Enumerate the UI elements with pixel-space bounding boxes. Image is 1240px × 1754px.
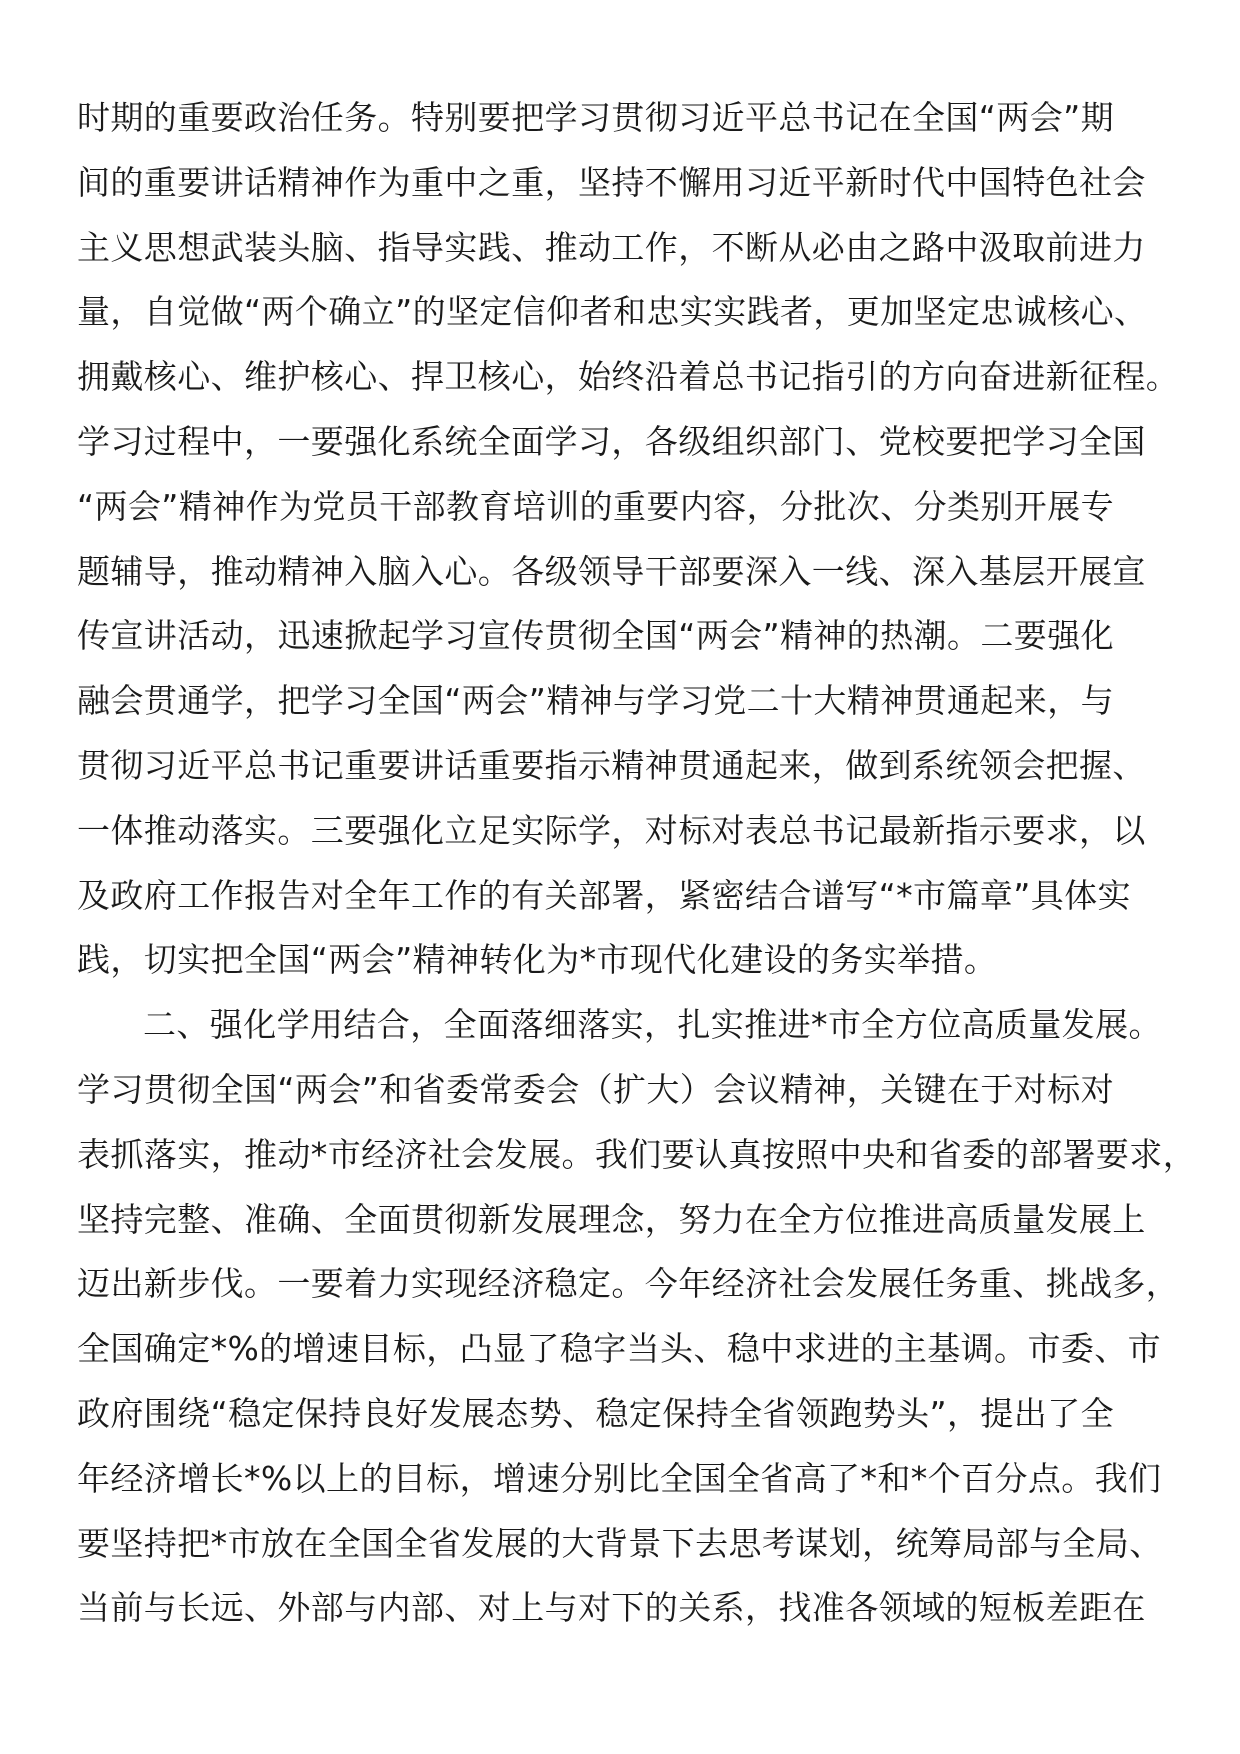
text-line-21: 政府围绕“稳定保持良好发展态势、稳定保持全省领跑势头”，提出了全 <box>77 1393 1114 1433</box>
text-line-18: 坚持完整、准确、全面贯彻新发展理念，努力在全方位推进高质量发展上 <box>77 1199 1146 1239</box>
text-line-16: 学习贯彻全国“两会”和省委常委会（扩大）会议精神，关键在于对标对 <box>77 1069 1114 1109</box>
text-line-10: 融会贯通学，把学习全国“两会”精神与学习党二十大精神贯通起来，与 <box>77 681 1114 721</box>
body-text <box>77 86 1197 1641</box>
text-line-6: 学习过程中，一要强化系统全面学习，各级组织部门、党校要把学习全国 <box>77 421 1146 461</box>
text-line-22: 年经济增长*%以上的目标，增速分别比全国全省高了*和*个百分点。我们 <box>77 1458 1162 1498</box>
section-heading-line: 二、强化学用结合，全面落细落实，扎实推进*市全方位高质量发展。 <box>143 1005 1162 1045</box>
text-line-20: 全国确定*%的增速目标，凸显了稳字当头、稳中求进的主基调。市委、市 <box>77 1329 1162 1369</box>
text-line-9: 传宣讲活动，迅速掀起学习宣传贯彻全国“两会”精神的热潮。二要强化 <box>77 616 1114 656</box>
text-line-14: 践，切实把全国“两会”精神转化为*市现代化建设的务实举措。 <box>77 940 998 980</box>
text-line-24: 当前与长远、外部与内部、对上与对下的关系，找准各领域的短板差距在 <box>77 1588 1146 1628</box>
text-line-7: “两会”精神作为党员干部教育培训的重要内容，分批次、分类别开展专 <box>77 486 1114 526</box>
text-line-1: 时期的重要政治任务。特别要把学习贯彻习近平总书记在全国“两会”期 <box>77 98 1114 137</box>
text-line-4: 量，自觉做“两个确立”的坚定信仰者和忠实实践者，更加坚定忠诚核心、 <box>77 292 1148 332</box>
text-line-12: 一体推动落实。三要强化立足实际学，对标对表总书记最新指示要求，以 <box>77 810 1146 850</box>
text-line-13: 及政府工作报告对全年工作的有关部署，紧密结合谱写“*市篇章”具体实 <box>77 875 1131 915</box>
text-line-3: 主义思想武装头脑、指导实践、推动工作，不断从必由之路中汲取前进力 <box>77 227 1146 267</box>
text-line-8: 题辅导，推动精神入脑入心。各级领导干部要深入一线、深入基层开展宣 <box>77 551 1146 591</box>
text-line-2: 间的重要讲话精神作为重中之重，坚持不懈用习近平新时代中国特色社会 <box>77 162 1146 202</box>
text-line-19: 迈出新步伐。一要着力实现经济稳定。今年经济社会发展任务重、挑战多， <box>77 1264 1180 1304</box>
text-line-23: 要坚持把*市放在全国全省发展的大背景下去思考谋划，统筹局部与全局、 <box>77 1523 1163 1563</box>
text-line-17: 表抓落实，推动*市经济社会发展。我们要认真按照中央和省委的部署要求， <box>77 1134 1197 1174</box>
text-line-5: 拥戴核心、维护核心、捍卫核心，始终沿着总书记指引的方向奋进新征程。 <box>77 357 1180 397</box>
text-line-11: 贯彻习近平总书记重要讲话重要指示精神贯通起来，做到系统领会把握、 <box>77 745 1146 785</box>
